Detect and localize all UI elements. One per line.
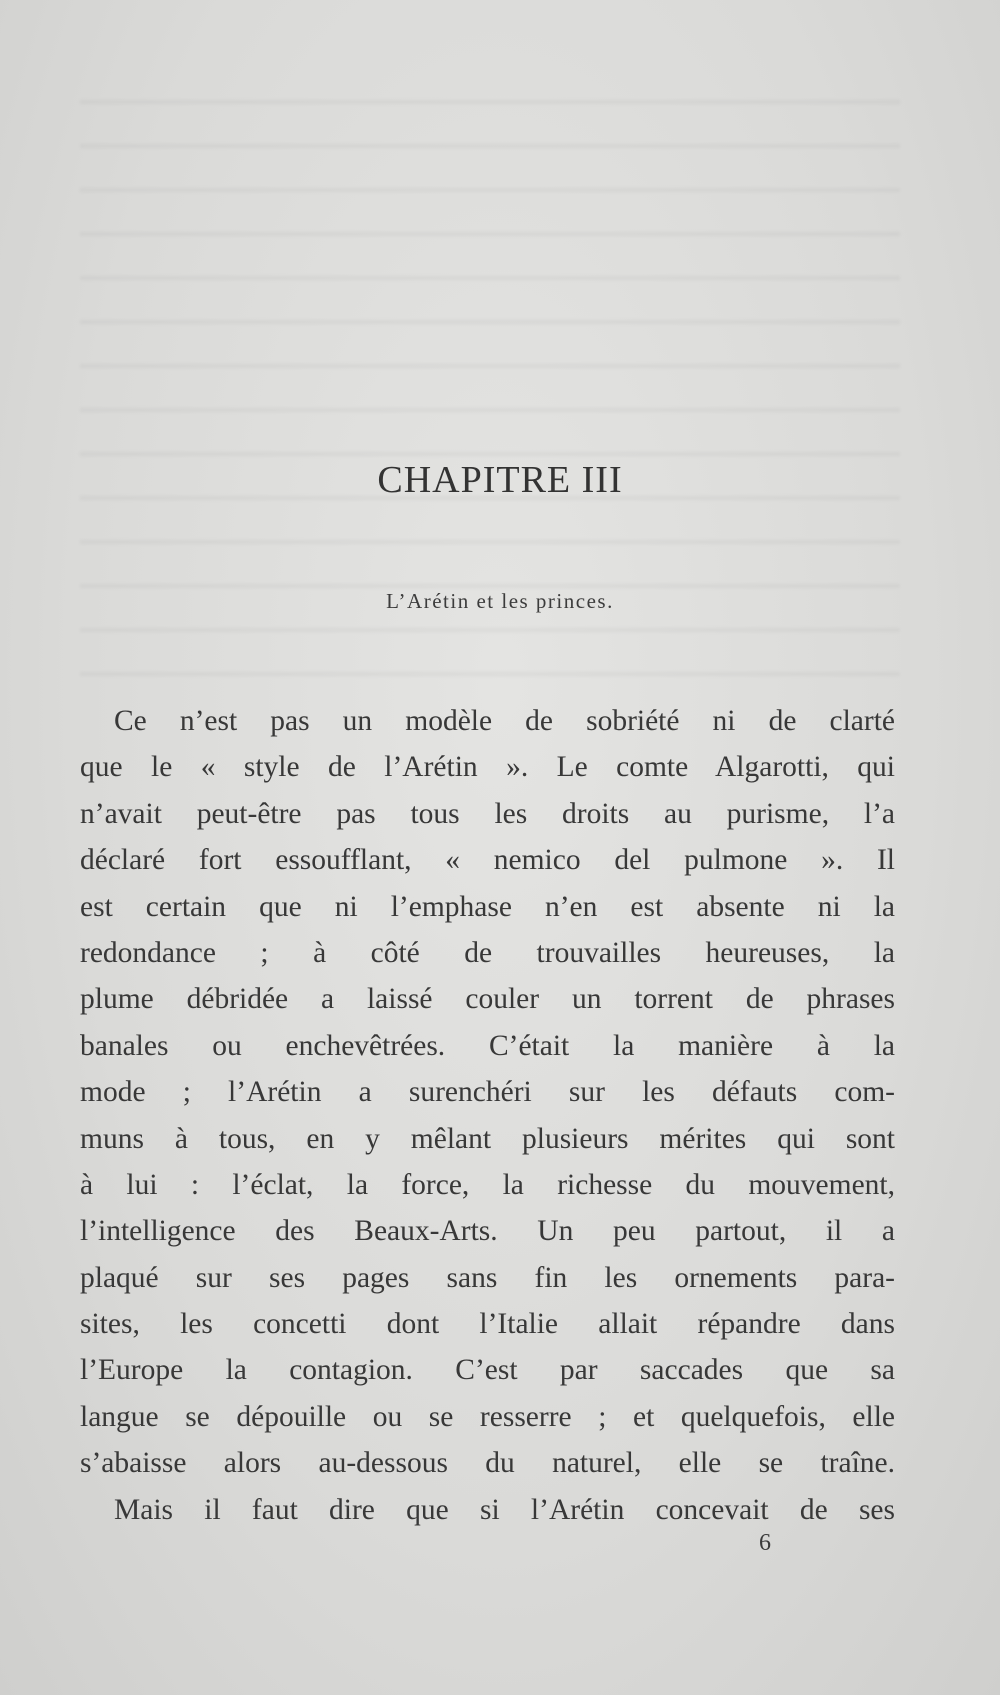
body-paragraph <box>80 698 895 1533</box>
text-line: que le « style de l’Arétin ». Le comte Algarotti, qui <box>80 751 895 784</box>
text-line: à lui : l’éclat, la force, la richesse du mouvement, <box>80 1168 895 1201</box>
text-line: n’avait peut-être pas tous les droits au purisme, l’a <box>80 797 895 830</box>
text-line: banales ou enchevêtrées. C’était la manière à la <box>80 1029 895 1062</box>
text-line: redondance ; à côté de trouvailles heureuses, la <box>80 936 895 969</box>
text-line: langue se dépouille ou se resserre ; et quelquefois, elle <box>80 1400 895 1433</box>
text-line: Mais il faut dire que si l’Arétin concevait de ses <box>114 1493 895 1526</box>
text-line: sites, les concetti dont l’Italie allait répandre dans <box>80 1308 895 1341</box>
text-line: muns à tous, en y mêlant plusieurs mérites qui sont <box>80 1122 895 1155</box>
page-number: 6 <box>759 1530 771 1556</box>
text-line: Ce n’est pas un modèle de sobriété ni de clarté <box>114 705 895 737</box>
text-line: déclaré fort essoufflant, « nemico del pulmone ». Il <box>80 844 895 877</box>
text-line: mode ; l’Arétin a surenchéri sur les défauts com- <box>80 1076 895 1109</box>
chapter-title: CHAPITRE III <box>377 459 623 501</box>
chapter-subtitle: L’Arétin et les princes. <box>386 589 614 613</box>
text-line: l’Europe la contagion. C’est par saccades que sa <box>80 1354 895 1387</box>
text-line: plaqué sur ses pages sans fin les ornements para- <box>80 1261 895 1294</box>
text-line: l’intelligence des Beaux-Arts. Un peu partout, il a <box>80 1215 895 1248</box>
text-line: s’abaisse alors au-dessous du naturel, elle se traîne. <box>80 1447 895 1480</box>
text-line: plume débridée a laissé couler un torrent de phrases <box>80 983 895 1016</box>
text-line: est certain que ni l’emphase n’en est absente ni la <box>80 890 895 923</box>
